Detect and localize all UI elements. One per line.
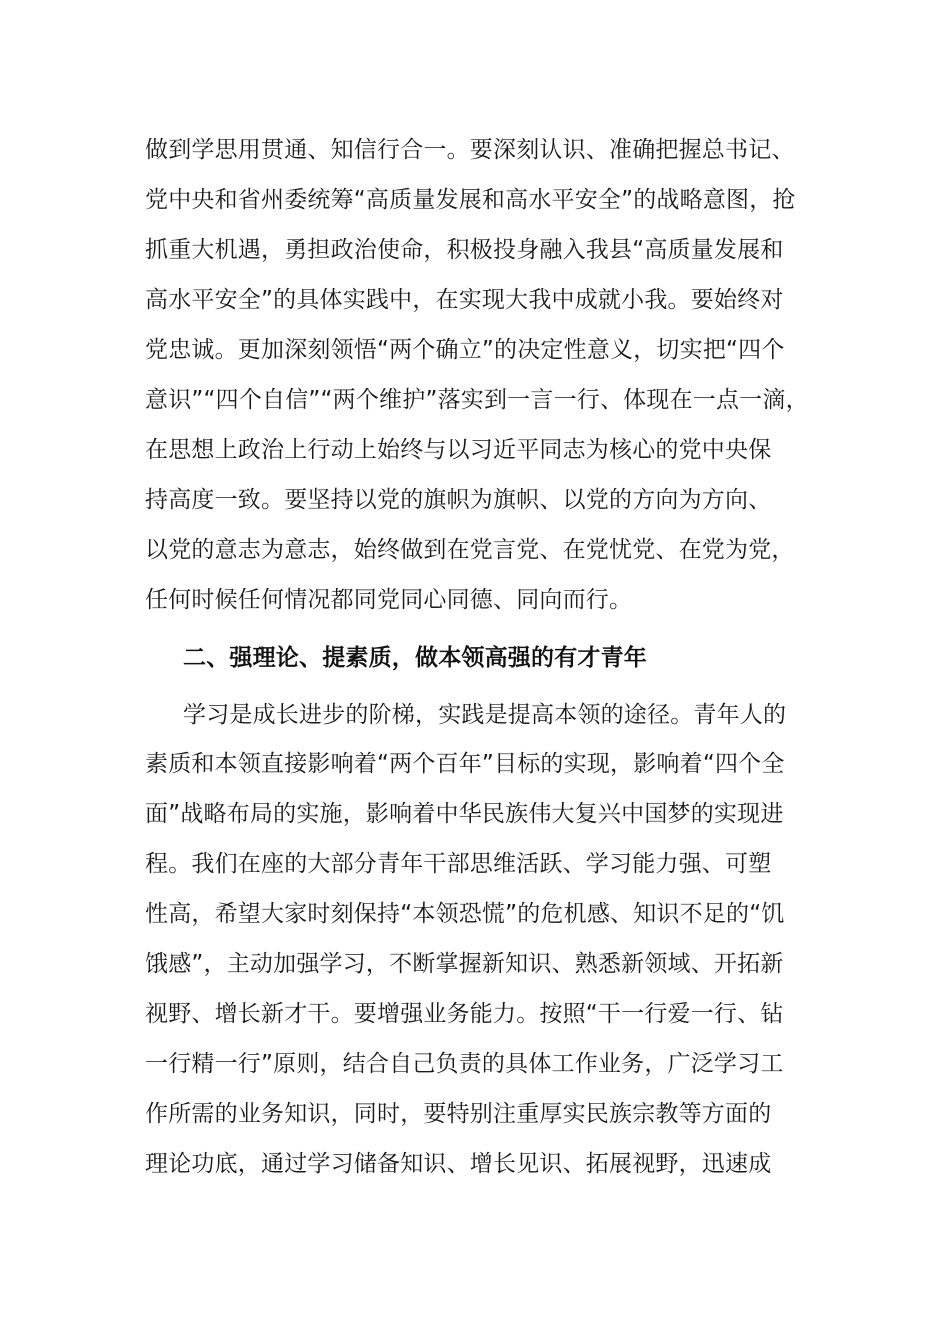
paragraph-line: 在思想上政治上行动上始终与以习近平同志为核心的党中央保 bbox=[145, 437, 772, 463]
paragraph-line: 党忠诚。更加深刻领悟“两个确立”的决定性意义，切实把“四个 bbox=[145, 337, 785, 363]
paragraph-line: 作所需的业务知识，同时，要特别注重厚实民族宗教等方面的 bbox=[145, 1101, 772, 1127]
paragraph-line: 抓重大机遇，勇担政治使命，积极投身融入我县“高质量发展和 bbox=[145, 237, 784, 263]
paragraph-line: 理论功底，通过学习储备知识、增长见识、拓展视野，迅速成 bbox=[145, 1151, 772, 1177]
paragraph-line: 党中央和省州委统筹“高质量发展和高水平安全”的战略意图，抢 bbox=[145, 187, 796, 213]
paragraph-line: 以党的意志为意志，始终做到在党言党、在党忧党、在党为党， bbox=[145, 537, 795, 563]
paragraph-line: 一行精一行”原则，结合自己负责的具体工作业务，广泛学习工 bbox=[145, 1051, 784, 1077]
paragraph-line: 素质和本领直接影响着“两个百年”目标的实现，影响着“四个全 bbox=[145, 751, 785, 777]
paragraph-line: 程。我们在座的大部分青年干部思维活跃、学习能力强、可塑 bbox=[145, 851, 772, 877]
paragraph-line: 意识”“四个自信”“两个维护”落实到一言一行、体现在一点一滴， bbox=[145, 387, 809, 413]
paragraph-line: 视野、增长新才干。要增强业务能力。按照“干一行爱一行、钻 bbox=[145, 1001, 784, 1027]
paragraph-line: 性高，希望大家时刻保持“本领恐慌”的危机感、知识不足的“饥 bbox=[145, 901, 785, 927]
section-heading: 二、强理论、提素质，做本领高强的有才青年 bbox=[183, 645, 647, 671]
paragraph-line: 任何时候任何情况都同党同心同德、同向而行。 bbox=[145, 587, 633, 613]
paragraph-line: 持高度一致。要坚持以党的旗帜为旗帜、以党的方向为方向、 bbox=[145, 487, 772, 513]
paragraph-line: 学习是成长进步的阶梯，实践是提高本领的途径。青年人的 bbox=[183, 702, 787, 728]
paragraph-line: 饿感”，主动加强学习，不断掌握新知识、熟悉新领域、开拓新 bbox=[145, 951, 784, 977]
paragraph-line: 面”战略布局的实施，影响着中华民族伟大复兴中国梦的实现进 bbox=[145, 801, 784, 827]
paragraph-line: 做到学思用贯通、知信行合一。要深刻认识、准确把握总书记、 bbox=[145, 137, 795, 163]
paragraph-line: 高水平安全”的具体实践中，在实现大我中成就小我。要始终对 bbox=[145, 287, 784, 313]
